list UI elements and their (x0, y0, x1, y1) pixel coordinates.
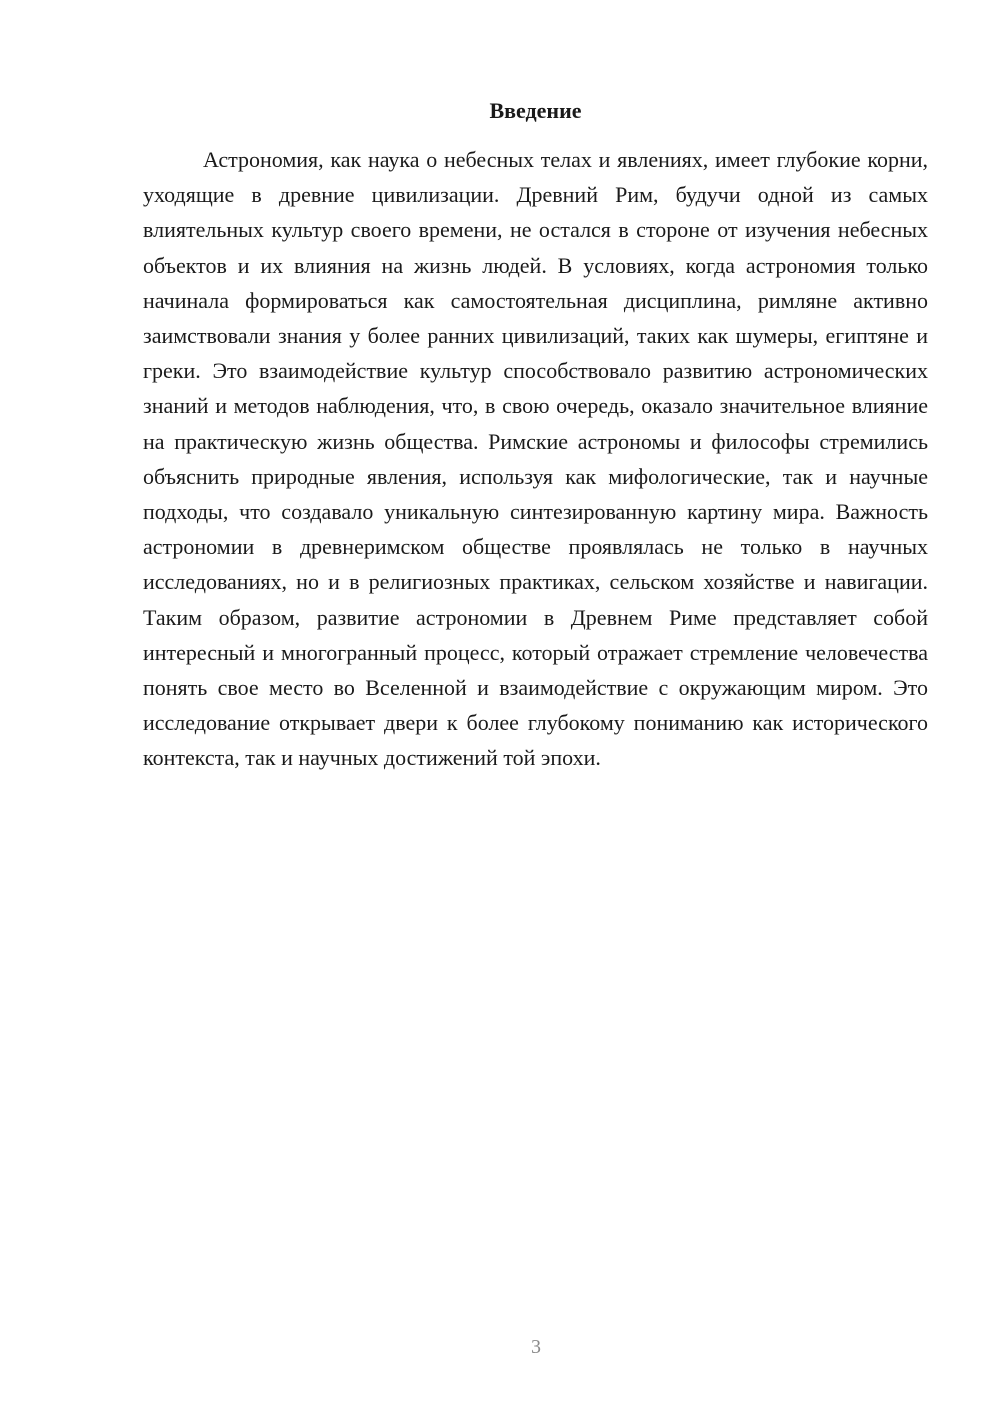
body-paragraph: Астрономия, как наука о небесных телах и явлениях, имеет глубокие корни, уходящие в древние цивилизации. Древний Рим, будучи одной из самых влиятельных культур своего времени, не остался в стороне от изучения небесных объектов и их влияния на жизнь людей. В условиях, когда астрономия только начинала формироваться как самостоятельная дисциплина, римляне активно заимствовали знания у более ранних цивилизаций, таких как шумеры, египтяне и греки. Это взаимодействие культур способствовало развитию астрономических знаний и методов наблюдения, что, в свою очередь, оказало значительное влияние на практическую жизнь общества. Римские астрономы и философы стремились объяснить природные явления, используя как мифологические, так и научные подходы, что создавало уникальную синтезированную картину мира. Важность астрономии в древнеримском обществе проявлялась не только в научных исследованиях, но и в религиозных практиках, сельском хозяйстве и навигации. Таким образом, развитие астрономии в Древнем Риме представляет собой интересный и многогранный процесс, который отражает стремление человечества понять свое место во Вселенной и взаимодействие с окружающим миром. Это исследование открывает двери к более глубокому пониманию как исторического контекста, так и научных достижений той эпохи. (143, 147, 928, 771)
page-number: 3 (531, 1336, 541, 1358)
section-heading: Введение (489, 98, 582, 123)
